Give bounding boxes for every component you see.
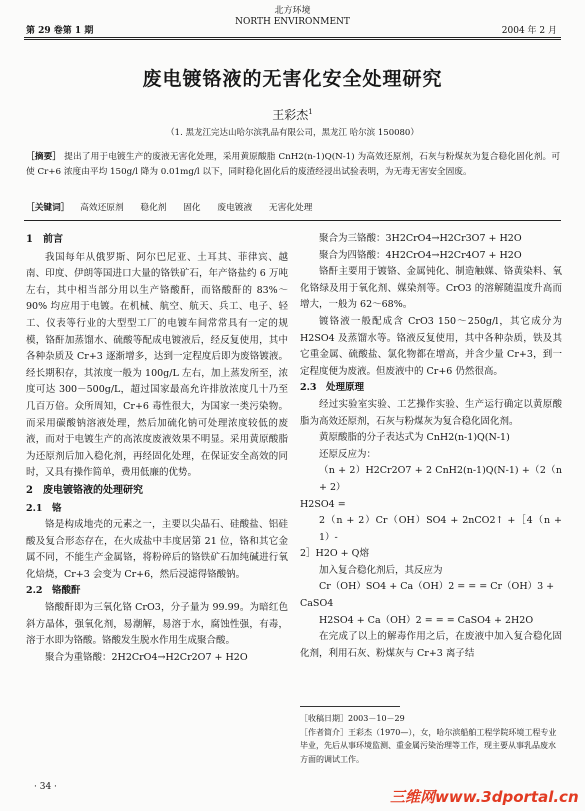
equation: H2SO4 + Ca（OH）2 = = = CaSO4 + 2H2O [319, 614, 534, 626]
paragraph: 铬酐主要用于镀铬、金属钝化、制造触媒、铬黄染料、氧化铬绿及用于氧化剂、媒染剂等。CrO3 的溶解随温度升高而增大，一般为 62～68%。 [300, 266, 562, 311]
equation: Cr（OH）SO4 + Ca（OH）2 = = = Cr（OH）3 + [319, 581, 555, 593]
abstract-rule [24, 220, 561, 221]
abstract-label: ［摘要］ [26, 152, 62, 162]
equation: CaSO4 [300, 598, 334, 610]
equation: 2］H2O + Q熔 [300, 548, 369, 560]
affiliation: （1. 黑龙江完达山哈尔滨乳品有限公司，黑龙江 哈尔滨 150080） [166, 128, 419, 138]
equation: H2SO4 = [300, 498, 346, 510]
header-rule [24, 37, 561, 38]
paragraph: 还原反应为： [319, 448, 377, 460]
keyword: 废电镀液 [217, 203, 253, 213]
paragraph: 镀铬液一般配成含 CrO3 150～250g/l，其它成分为 H2SO4 及蒸馏水等。铬液反复使用，其中各种杂质，铁及其它重金属、硫酸盐、氯化物都在增高，并含少量 Cr+3，到一定程度便为废液。但废液中的 Cr+6 仍然很高。 [300, 315, 562, 377]
abstract-text: 提出了用于电镀生产的废液无害化处理，采用黄原酸脂 CnH2(n-1)Q(N-1) 为高效还原剂，石灰与粉煤灰为复合稳化固化剂。可使 Cr+6 浓度由平均 150g/l 降为 0.01mg/l 以下，同时稳化固化后的废渣经浸出试验表明，为无毒无害安全固废。 [26, 152, 561, 177]
subsection-heading: 2.1 铬 [26, 502, 62, 514]
keywords [26, 201, 560, 215]
author-bio: ［作者简介］王彩杰（1970—），女，哈尔滨船舶工程学院环境工程专业毕业，先后从事环境监测、重金属污染治理等工作，现主要从事乳品废水方面的调试工作。 [300, 727, 557, 764]
paragraph: 铬是构成地壳的元素之一，主要以尖晶石、硅酸盐、铝硅酸及复合形态存在，在火成盐中丰度居第 21 位，铬和其它金属不同，不能生产金属铬，将粉碎后的铬铁矿石加纯碱进行氧化焙烧，Cr+3 会变为 Cr+6，然后浸滤得铬酸钠。 [26, 519, 288, 580]
footnote-rule [300, 706, 400, 707]
watermark: 三维网www.3dportal.cn [390, 788, 579, 806]
section-heading: 1 前言 [26, 234, 63, 245]
paragraph: 经过实验室实验、工艺操作实验、生产运行确定以黄原酸脂为高效还原剂，石灰与粉煤灰为复合稳化固化剂。 [300, 398, 562, 427]
journal-name-en: NORTH ENVIRONMENT [235, 17, 350, 27]
header-rule-2 [24, 39, 561, 40]
equation: 聚合为重铬酸：2H2CrO4→H2Cr2O7 + H2O [45, 651, 248, 663]
author-name: 王彩杰 [272, 108, 309, 122]
subsection-heading: 2.3 处理原理 [300, 382, 365, 394]
paper-title: 废电镀铬液的无害化安全处理研究 [142, 68, 443, 90]
keywords-label: ［关键词］ [26, 203, 70, 213]
keyword: 高效还原剂 [80, 203, 124, 213]
author-sup: 1 [308, 108, 313, 116]
keyword: 固化 [183, 203, 201, 213]
left-column [26, 231, 288, 666]
equation: （n + 2）H2Cr2O7 + 2 CnH2(n-1)Q(N-1) +（2（n + 2） [319, 465, 562, 493]
equation: 聚合为三铬酸：3H2CrO4→H2Cr3O7 + H2O [319, 233, 522, 244]
abstract [26, 150, 560, 180]
received-date: ［收稿日期］2003－10－29 [300, 714, 405, 723]
paragraph: 我国每年从俄罗斯、阿尔巴尼亚、土耳其、菲律宾、越南、印度、伊朗等国进口大量的铬铁矿石，年产铬盐约 6 万吨左右，其中相当部分用以生产铬酸酐，而铬酸酐的 83%～90% 均应用于电镀。在机械、航空、航天、兵工、电子、轻工、仪表等行业的大型型工厂的电镀车间常常具有一定的规模，铬酐加蒸馏水、硫酸等配成电镀液后，经反复使用，其中各种杂质及 Cr+3 逐渐增多，达到一定程度后即为废铬镀液。经长期积存，其浓度一般为 100g/L 左右，加上蒸发所至，浓度可达 300－500g/L，超过国家最高允许排放浓度几十乃至几百万倍。众所周知，Cr+6 毒性很大，为国家一类污染物。而采用碳酸钠溶液处理，然后加硫化钠可处理浓度较低的废液，而对于电镀生产的高浓度废液效果不明显。采用黄原酸脂为还原剂后加入稳化剂，再经固化处理，在保证安全高效的同时，又具有操作简单，费用低廉的优势。 [26, 251, 288, 479]
section-heading: 2 废电镀铬液的处理研究 [26, 484, 143, 496]
equation: 2（n + 2）Cr（OH）SO4 + 2nCO2↑ +［4（n + 1）- [319, 515, 562, 543]
paragraph: 黄原酸脂的分子表达式为 CnH2(n-1)Q(N-1) [319, 432, 510, 444]
keyword: 稳化剂 [140, 203, 167, 213]
volume-issue: 第 29 卷第 1 期 [26, 26, 94, 36]
paragraph: 在完成了以上的解毒作用之后，在废液中加入复合稳化固化剂，利用石灰、粉煤灰与 Cr+3 离子结 [300, 631, 562, 659]
footnote [300, 712, 562, 766]
journal-name-cn: 北方环境 [274, 6, 311, 16]
page-number: · 34 · [34, 782, 57, 792]
right-column [300, 231, 562, 662]
author-line [0, 106, 585, 123]
paragraph: 铬酸酐即为三氧化铬 CrO3，分子量为 99.99。为暗红色斜方晶体，强氧化剂，易潮解，易溶于水，腐蚀性强，有毒，溶于水即为铬酸。铬酸发生脱水作用生成聚合酸。 [26, 602, 288, 647]
subsection-heading: 2.2 铬酸酐 [26, 585, 81, 597]
equation: 聚合为四铬酸：4H2CrO4→H2Cr4O7 + H2O [319, 249, 522, 261]
paragraph: 加入复合稳化剂后，其反应为 [319, 564, 443, 576]
keyword: 无害化处理 [268, 203, 313, 213]
issue-date: 2004 年 2 月 [501, 26, 557, 36]
